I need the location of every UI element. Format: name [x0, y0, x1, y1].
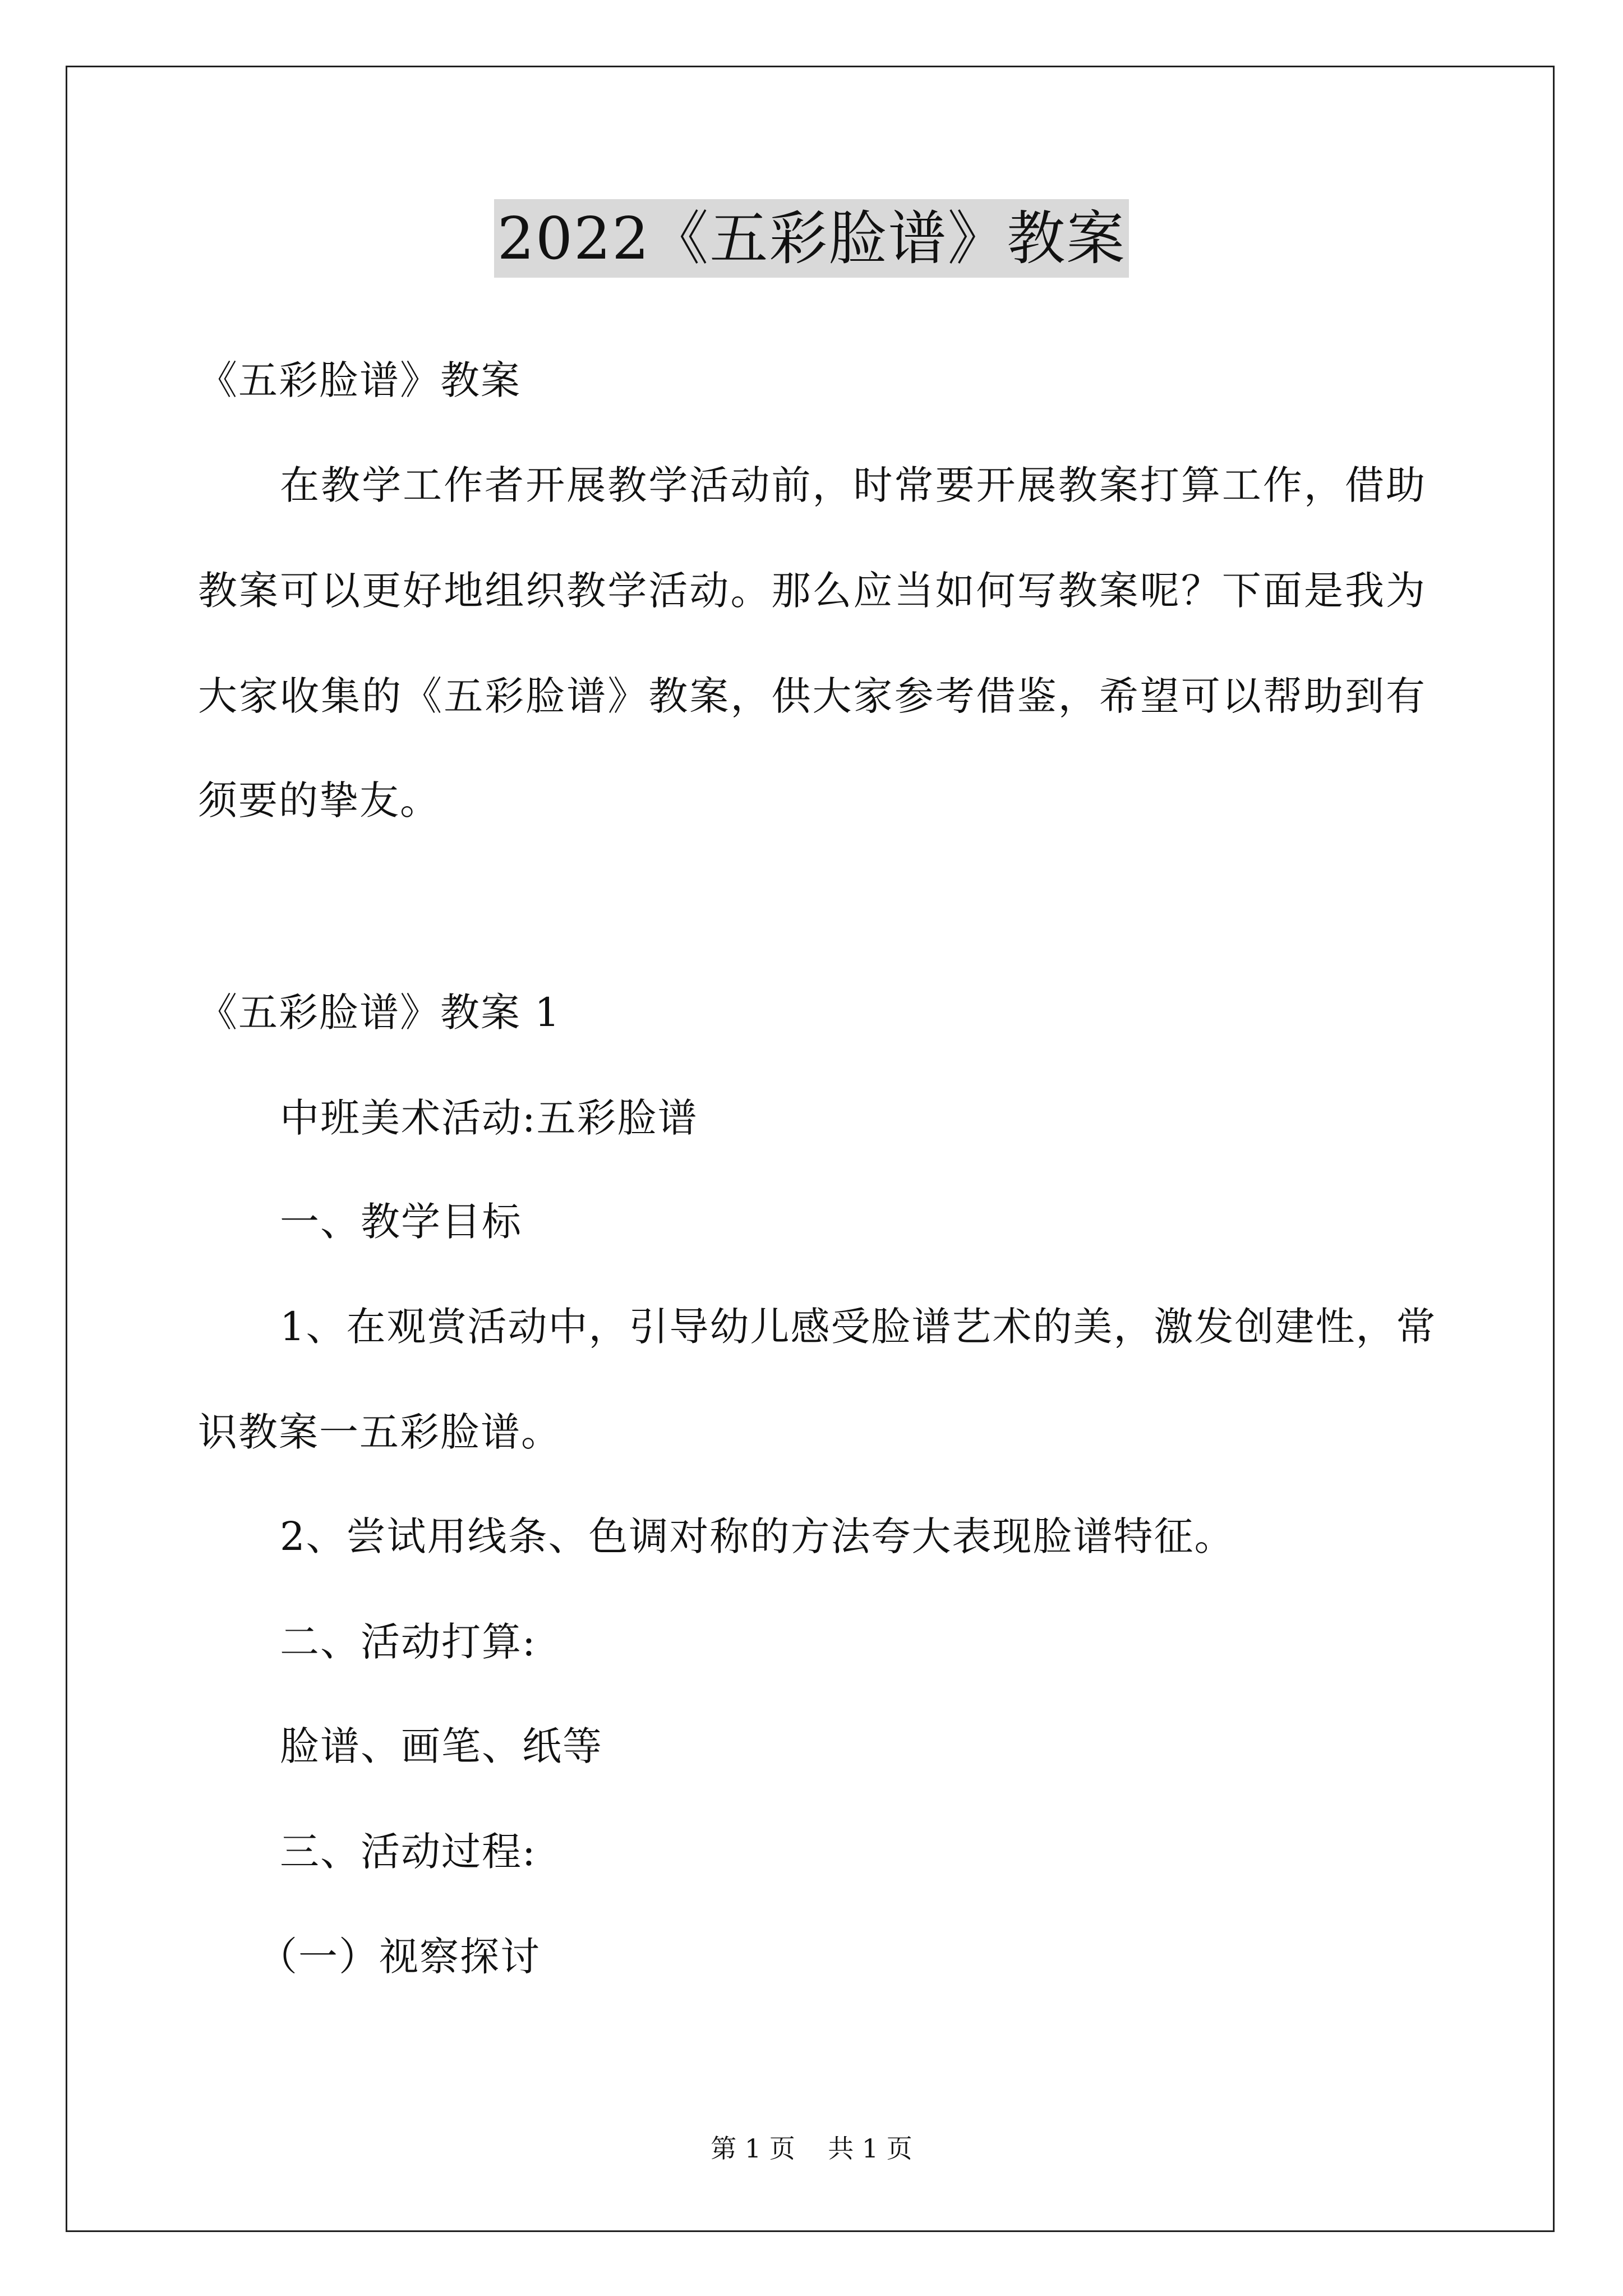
prep-heading: 二、活动打算:: [280, 1619, 537, 1665]
intro-line-2: 教案可以更好地组织教学活动。那么应当如何写教案呢？下面是我为: [198, 568, 1426, 614]
intro-line-4: 须要的挚友。: [198, 777, 440, 823]
title-container: [0, 199, 1623, 278]
document-subtitle: 《五彩脸谱》教案: [198, 357, 521, 403]
goal-1-line-2: 识教案一五彩脸谱。: [198, 1409, 561, 1455]
section-heading: 《五彩脸谱》教案 1: [198, 990, 561, 1036]
intro-line-1: 在教学工作者开展教学活动前，时常要开展教案打算工作，借助: [280, 462, 1426, 508]
step-1: （一）视察探讨: [258, 1934, 541, 1980]
document-title: 2022《五彩脸谱》教案: [494, 199, 1129, 278]
prep-items: 脸谱、画笔、纸等: [280, 1723, 603, 1769]
goals-heading: 一、教学目标: [280, 1199, 522, 1245]
process-heading: 三、活动过程:: [280, 1829, 537, 1875]
page-footer: 第 1 页 共 1 页: [711, 2133, 912, 2164]
goal-1-line-1: 1、在观赏活动中，引导幼儿感受脸谱艺术的美，激发创建性，常: [280, 1304, 1437, 1350]
intro-line-3: 大家收集的《五彩脸谱》教案，供大家参考借鉴，希望可以帮助到有: [198, 673, 1426, 719]
goal-2: 2、尝试用线条、色调对称的方法夸大表现脸谱特征。: [280, 1513, 1235, 1559]
activity-title: 中班美术活动:五彩脸谱: [280, 1095, 698, 1141]
